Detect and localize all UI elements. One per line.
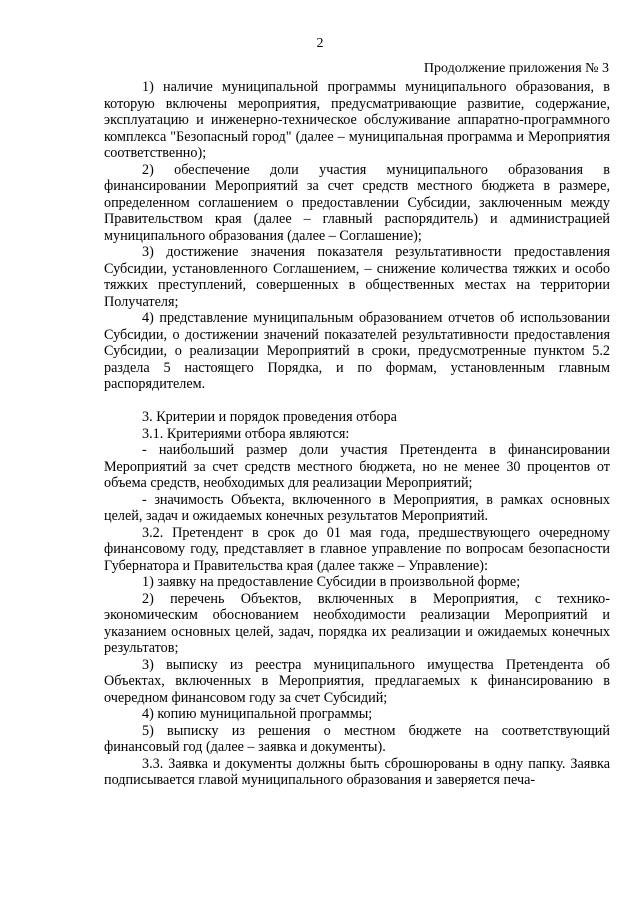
paragraph-item-1: 1) наличие муниципальной программы муниципального образования, в которую включены мероприятия, предусматривающие развитие, содержание, эксплуатацию и инженерно-техническое обслуживание аппаратно-программного комплекса "Безопасный город" (далее – муниципальная программа и Мероприятия соответственно); [104, 79, 610, 161]
criterion-share: - наибольший размер доли участия Претендента в финансировании Мероприятий за счет средств местного бюджета, но не менее 30 процентов от объема средств, необходимых для реализации Мероприятий; [104, 442, 610, 491]
document-item-4: 4) копию муниципальной программы; [142, 706, 373, 722]
paragraph-item-3: 3) достижение значения показателя результативности предоставления Субсидии, установленного Соглашением, – снижение количества тяжких и особо тяжких преступлений, совершенных в общественных местах на территории Получателя; [104, 244, 610, 310]
document-item-5: 5) выписку из решения о местном бюджете на соответствующий финансовый год (далее – заявка и документы). [104, 722, 610, 755]
paragraph-item-4: 4) представление муниципальным образованием отчетов об использовании Субсидии, о достижении значений показателей результативности предоставления Субсидии, о реализации Мероприятий в сроки, предусмотренные пунктом 5.2 раздела 5 настоящего Порядка, и по формам, установленным главным распорядителем. [104, 310, 610, 392]
section-spacer [104, 393, 610, 410]
paragraph-3-2: 3.2. Претендент в срок до 01 мая года, предшествующего очередному финансовому году, представляет в главное управление по вопросам безопасности Губернатора и Правительства края (далее также – Управление): [104, 524, 610, 574]
paragraph-3-3: 3.3. Заявка и документы должны быть сброшюрованы в одну папку. Заявка подписывается главой муниципального образования и заверяется печа- [104, 755, 610, 788]
paragraph-item-2: 2) обеспечение доли участия муниципального образования в финансировании Мероприятий за счет средств местного бюджета в размере, определенном соглашением о предоставлении Субсидии, заключенным между Правительством края (далее – главный распорядитель) и администрацией муниципального образования (далее – Соглашение); [104, 161, 610, 244]
document-item-1: 1) заявку на предоставление Субсидии в произвольной форме; [142, 574, 521, 590]
section-heading-3: 3. Критерии и порядок проведения отбора [142, 409, 397, 425]
appendix-continuation-label: Продолжение приложения № 3 [423, 61, 609, 76]
criterion-significance: - значимость Объекта, включенного в Мероприятия, в рамках основных целей, задач и ожидаемых конечных результатов Мероприятий. [104, 491, 610, 524]
paragraph-3-1: 3.1. Критериями отбора являются: [142, 425, 350, 442]
document-body [104, 79, 610, 789]
page-number: 2 [316, 36, 324, 51]
document-item-2: 2) перечень Объектов, включенных в Мероприятия, с технико-экономическим обоснованием необходимости реализации Мероприятий и указанием основных целей, задач, порядка их реализации и ожидаемых конечных результатов; [104, 590, 610, 656]
document-item-3: 3) выписку из реестра муниципального имущества Претендента об Объектах, включенных в Мероприятия, предлагаемых к финансированию в очередном финансовом году за счет Субсидий; [104, 656, 610, 706]
